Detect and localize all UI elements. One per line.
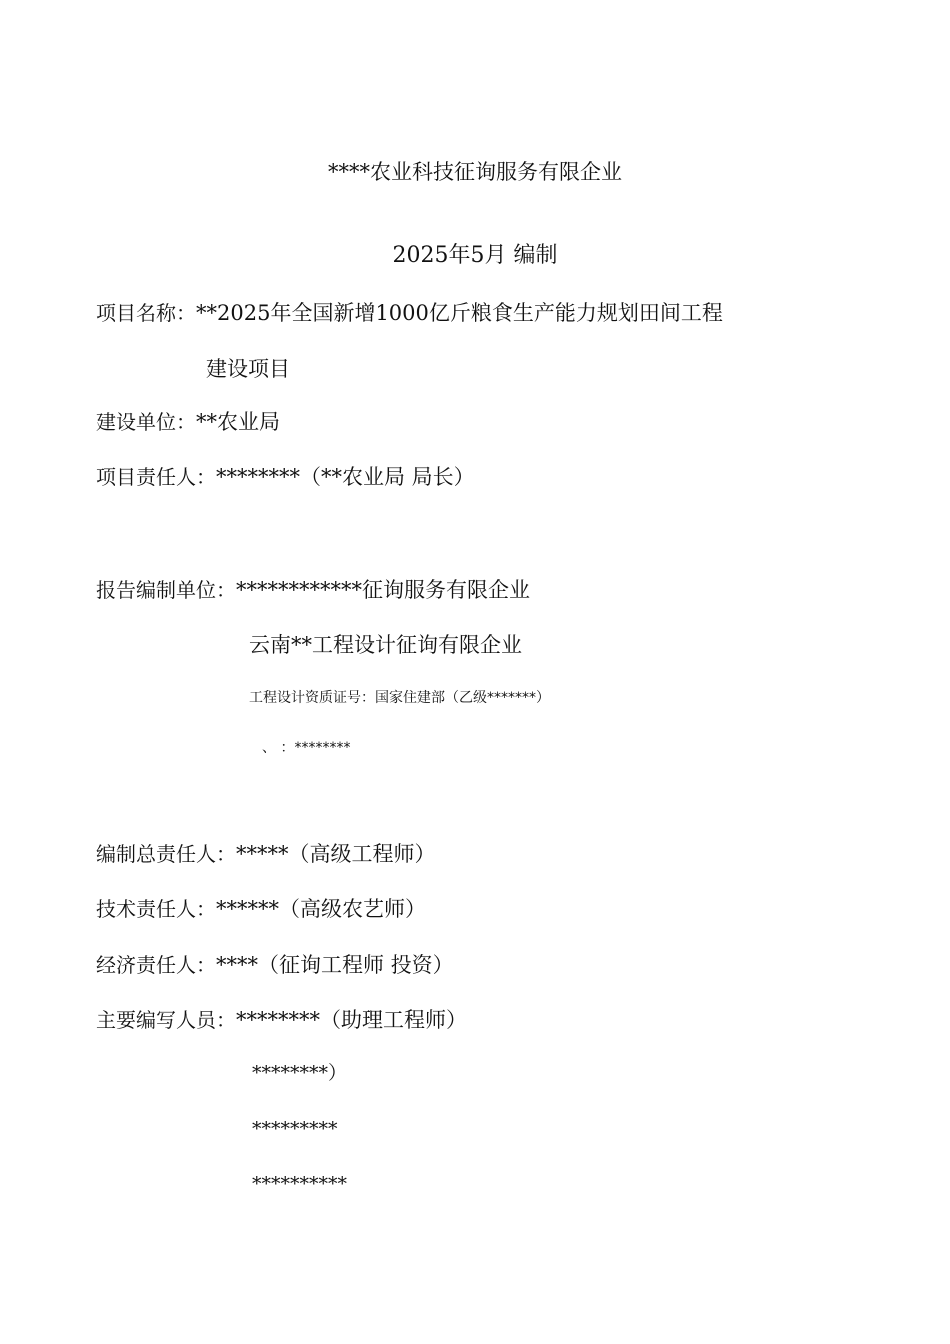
chief-value: *****（高级工程师） — [236, 842, 436, 866]
tech-row — [96, 899, 426, 920]
builder-row — [96, 412, 280, 433]
tech-label: 技术责任人： — [96, 897, 216, 921]
project-name-value: **2025年全国新增1000亿斤粮食生产能力规划田间工程 — [196, 301, 723, 325]
certificate-line: 工程设计资质证号：国家住建部（乙级*******） — [249, 690, 550, 706]
writers-row — [96, 1010, 467, 1031]
tech-value: ******（高级农艺师） — [216, 897, 426, 921]
report-unit-value: ************征询服务有限企业 — [236, 578, 530, 602]
date-line: 2025年5月 编制 — [392, 243, 558, 268]
econ-value: ****（征询工程师 投资） — [216, 953, 454, 977]
project-name-continuation: 建设项目 — [206, 357, 290, 381]
writer-line: ********* — [252, 1118, 338, 1140]
company-title: ****农业科技征询服务有限企业 — [328, 160, 622, 184]
writers-label: 主要编写人员： — [96, 1008, 236, 1032]
writer-line: ********** — [252, 1173, 347, 1195]
builder-label: 建设单位： — [96, 410, 196, 434]
project-responsible-row — [96, 467, 475, 488]
builder-value: **农业局 — [196, 410, 280, 434]
project-responsible-label: 项目责任人： — [96, 465, 216, 489]
project-responsible-value: ********（**农业局 局长） — [216, 465, 475, 489]
chief-row — [96, 844, 436, 865]
writers-value: ********（助理工程师） — [236, 1008, 467, 1032]
report-unit-second: 云南**工程设计征询有限企业 — [249, 633, 522, 657]
econ-row — [96, 955, 454, 976]
project-name-label: 项目名称： — [96, 301, 196, 325]
report-unit-row — [96, 580, 530, 601]
extra-line: 、 ：******** — [262, 740, 351, 756]
report-unit-label: 报告编制单位： — [96, 578, 236, 602]
writer-line: ********） — [252, 1062, 348, 1084]
econ-label: 经济责任人： — [96, 953, 216, 977]
chief-label: 编制总责任人： — [96, 842, 236, 866]
project-name-row — [96, 303, 723, 324]
